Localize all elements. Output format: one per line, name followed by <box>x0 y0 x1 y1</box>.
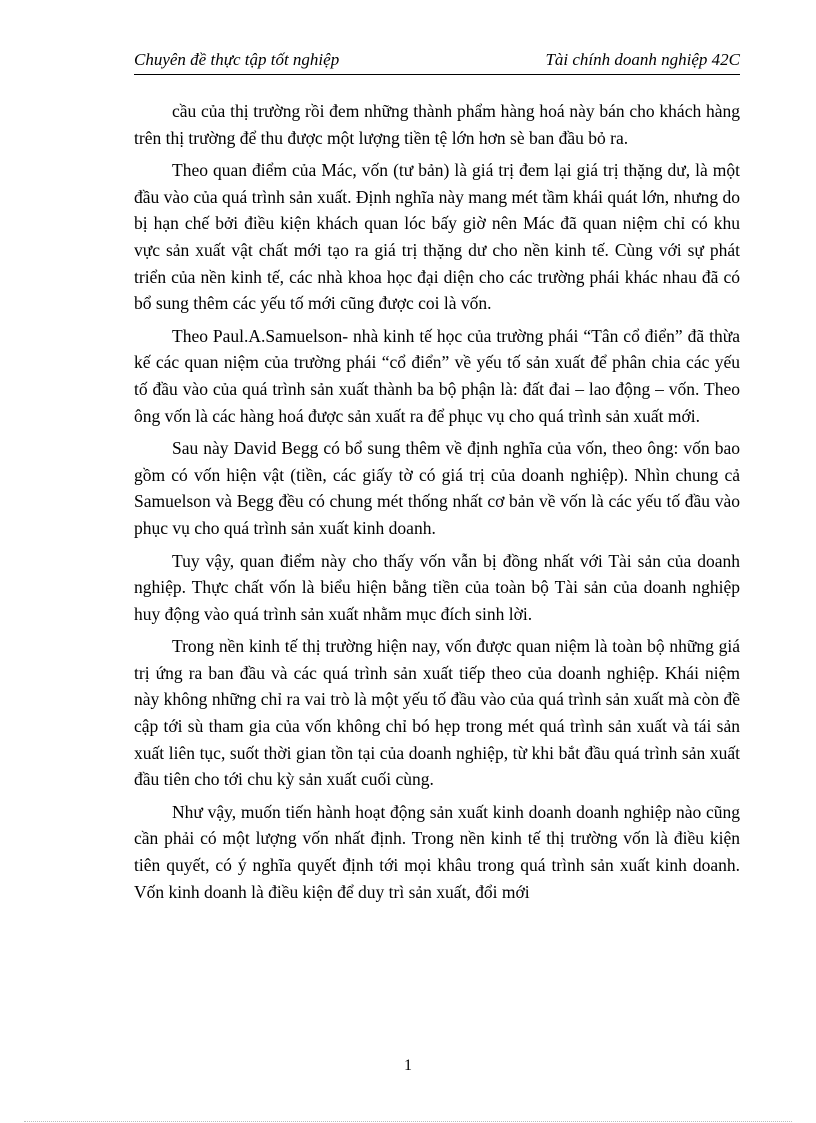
paragraph-2: Theo quan điểm của Mác, vốn (tư bản) là giá trị đem lại giá trị thặng dư, là một đầu vào của quá trình sản xuất. Định nghĩa này mang mét tầm khái quát lớn, nhưng do bị hạn chế bởi điều kiện khách quan lóc bấy giờ nên Mác đã quan niệm chỉ có khu vực sản xuất vật chất mới tạo ra giá trị thặng dư cho nền kinh tế. Cùng với sự phát triển của nền kinh tế, các nhà khoa học đại diện cho các trường phái khác nhau đã có bổ sung thêm các yếu tố mới cũng được coi là vốn. <box>134 160 740 314</box>
paragraph-4: Sau này David Begg có bổ sung thêm về định nghĩa của vốn, theo ông: vốn bao gồm có vốn hiện vật (tiền, các giấy tờ có giá trị của doanh nghiệp). Nhìn chung cả Samuelson và Begg đều có chung mét thống nhất cơ bản về vốn là các yếu tố đầu vào phục vụ cho quá trình sản xuất kinh doanh. <box>134 438 740 538</box>
paragraph-3: Theo Paul.A.Samuelson- nhà kinh tế học của trường phái “Tân cổ điển” đã thừa kế các quan niệm của trường phái “cổ điển” về yếu tố sản xuất để phân chia các yếu tố đầu vào của quá trình sản xuất thành ba bộ phận là: đất đai – lao động – vốn. Theo ông vốn là các hàng hoá được sản xuất ra để phục vụ cho quá trình sản xuất mới. <box>134 325 740 426</box>
header-title-left: Chuyên đề thực tập tốt nghiệp <box>134 50 340 69</box>
paragraph-6: Trong nền kinh tế thị trường hiện nay, vốn được quan niệm là toàn bộ những giá trị ứng ra ban đầu và các quá trình sản xuất tiếp theo của doanh nghiệp. Khái niệm này không những chỉ ra vai trò là một yếu tố đầu vào của quá trình sản xuất mà còn đề cập tới sù tham gia của vốn không chỉ bó hẹp trong mét quá trình sản xuất và tái sản xuất liên tục, suốt thời gian tồn tại của doanh nghiệp, từ khi bắt đầu quá trình sản xuất đầu tiên cho tới chu kỳ sản xuất cuối cùng. <box>134 636 740 790</box>
paragraph-1: cầu của thị trường rồi đem những thành phẩm hàng hoá này bán cho khách hàng trên thị trường để thu được một lượng tiền tệ lớn hơn sè ban đầu bỏ ra. <box>134 101 740 148</box>
paragraph-5: Tuy vậy, quan điểm này cho thấy vốn vẫn bị đồng nhất với Tài sản của doanh nghiệp. Thực chất vốn là biểu hiện bằng tiền của toàn bộ Tài sản của doanh nghiệp huy động vào quá trình sản xuất nhằm mục đích sinh lời. <box>134 550 740 624</box>
paragraph-7: Như vậy, muốn tiến hành hoạt động sản xuất kinh doanh doanh nghiệp nào cũng cần phải có một lượng vốn nhất định. Trong nền kinh tế thị trường vốn là điều kiện tiên quyết, có ý nghĩa quyết định tới mọi khâu trong quá trình sản xuất kinh doanh. Vốn kinh doanh là điều kiện để duy trì sản xuất, đổi mới <box>134 801 740 902</box>
page-header <box>134 48 740 75</box>
page-bottom-divider <box>24 1121 792 1122</box>
document-body <box>134 98 740 911</box>
page-number: 1 <box>404 1057 412 1074</box>
header-title-right: Tài chính doanh nghiệp 42C <box>545 50 740 69</box>
